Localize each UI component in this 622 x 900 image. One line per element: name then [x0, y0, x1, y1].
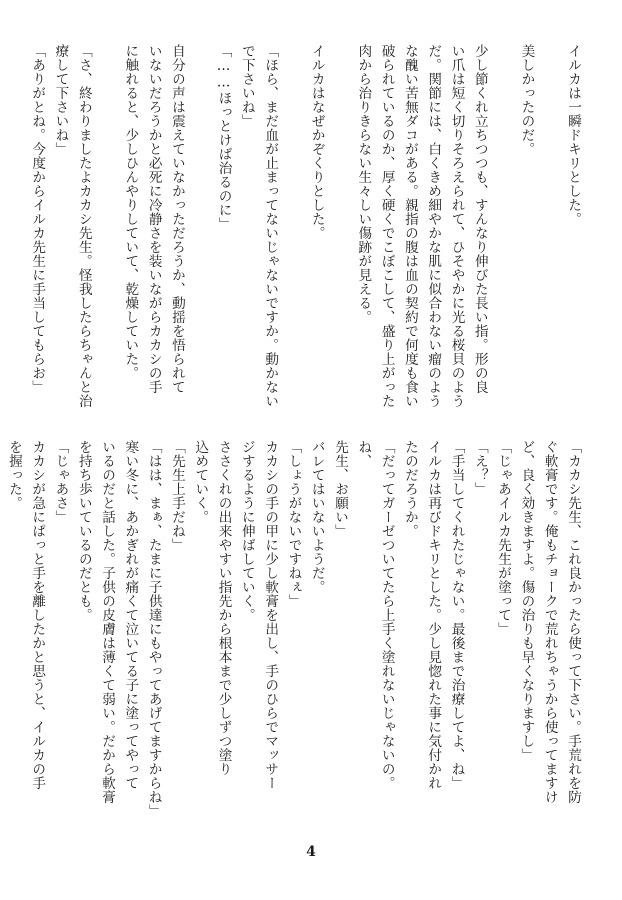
text-line: 込めていく。 — [192, 440, 209, 524]
bottom-text-column — [5, 440, 584, 818]
text-line: を握った。 — [5, 440, 22, 510]
text-line: で下さいね」 — [238, 44, 255, 128]
text-line: 先生、お願い」 — [332, 440, 349, 538]
text-line: ど、良く効きますよ。傷の治りも早くなりますし」 — [518, 440, 535, 762]
text-line: 「先生上手だね」 — [168, 440, 185, 552]
text-line: 「さ、終わりましたよカカシ先生。怪我したらちゃんと治 — [75, 44, 92, 408]
text-line — [537, 44, 560, 419]
text-line: カカシの手の甲に少し軟膏を出し、手のひらでマッサー — [262, 440, 279, 790]
text-line: 「え？」 — [471, 440, 488, 496]
text-line — [188, 44, 211, 419]
text-line: いないだろうかと必死に冷静さを装いながらカカシの手 — [145, 44, 162, 394]
text-line: 「カカシ先生、これ良かったら使って下さい。手荒れを防 — [565, 440, 581, 804]
text-line: 少し節くれ立ちつつも、すんなり伸びた長い指。形の良 — [471, 44, 488, 394]
text-line — [281, 44, 304, 419]
text-line: 「手当してくれたじゃない。最後まで治療してよ、ね」 — [448, 440, 465, 790]
text-line — [328, 44, 351, 419]
text-line: たのだろうか。 — [401, 440, 418, 538]
text-line: ぐ軟膏です。俺もチョークで荒れちゃうから使ってますけ — [541, 440, 558, 804]
text-line: ささくれの出来やすい指先から根本まで少しずつ塗り — [215, 440, 232, 776]
text-line — [95, 44, 118, 419]
text-line: いるのだと話した。子供の皮膚は薄くて弱い。だから軟膏 — [99, 440, 116, 804]
text-line: 「ありがとね。今度からイルカ先生に手当してもらお」 — [29, 44, 46, 394]
text-line: バレてはいないようだ。 — [308, 440, 325, 594]
text-line: ジするように伸ばしていく。 — [238, 440, 255, 622]
text-line: 療して下さいね」 — [52, 44, 69, 156]
text-line: い爪は短く切りそろえられて、ひそやかに光る桜貝のよう — [448, 44, 465, 408]
text-line: 「じゃあイルカ先生が塗って」 — [495, 440, 512, 636]
text-line: 「はは、まぁ、たまに子供達にもやってあげてますからね」 — [145, 440, 162, 818]
text-line: 「ほら、まだ血が止まってないじゃないですか。動かない — [262, 44, 279, 408]
text-line: イルカは再びドキリとした。少し見惚れた事に気付かれ — [425, 440, 442, 790]
text-line: な醜い苦無ダコがある。親指の腹は血の契約で何度も食い — [401, 44, 418, 408]
text-line: 「……ほっとけば治るのに」 — [215, 44, 232, 231]
text-line: だ。関節には、白くきめ細やかな肌に似合わない瘤のよう — [425, 44, 442, 408]
text-line: 「じゃあさ」 — [52, 440, 69, 524]
text-line: を持ち歩いているのだとも。 — [75, 440, 92, 622]
text-line: 寒い冬に、あかぎれが痛くて泣いてる子に塗ってやって — [122, 440, 139, 790]
text-line: に触れると、少しひんやりしていて、乾燥していた。 — [122, 44, 139, 380]
text-line: カカシが急にぱっと手を離したかと思うと、イルカの手 — [29, 440, 46, 790]
text-line: 破られているのか、厚く硬くでこぼこして、盛り上がった — [378, 44, 395, 408]
text-line: イルカはなぜかぞくりとした。 — [308, 44, 325, 240]
text-line — [491, 44, 514, 419]
text-line: イルカは一瞬ドキリとした。 — [565, 44, 581, 226]
top-text-column — [29, 44, 584, 419]
text-line: 「しょうがないですねぇ」 — [285, 440, 302, 608]
page-number: 4 — [306, 844, 316, 860]
text-line: 美しかったのだ。 — [518, 44, 535, 156]
text-line: 自分の声は震えていなかっただろうか、動揺を悟られて — [168, 44, 185, 394]
text-line: 「だってガーゼついてたら上手く塗れないじゃないの。ね、 — [355, 440, 395, 790]
text-line: 肉から治りきらない生々しい傷跡が見える。 — [355, 44, 372, 324]
